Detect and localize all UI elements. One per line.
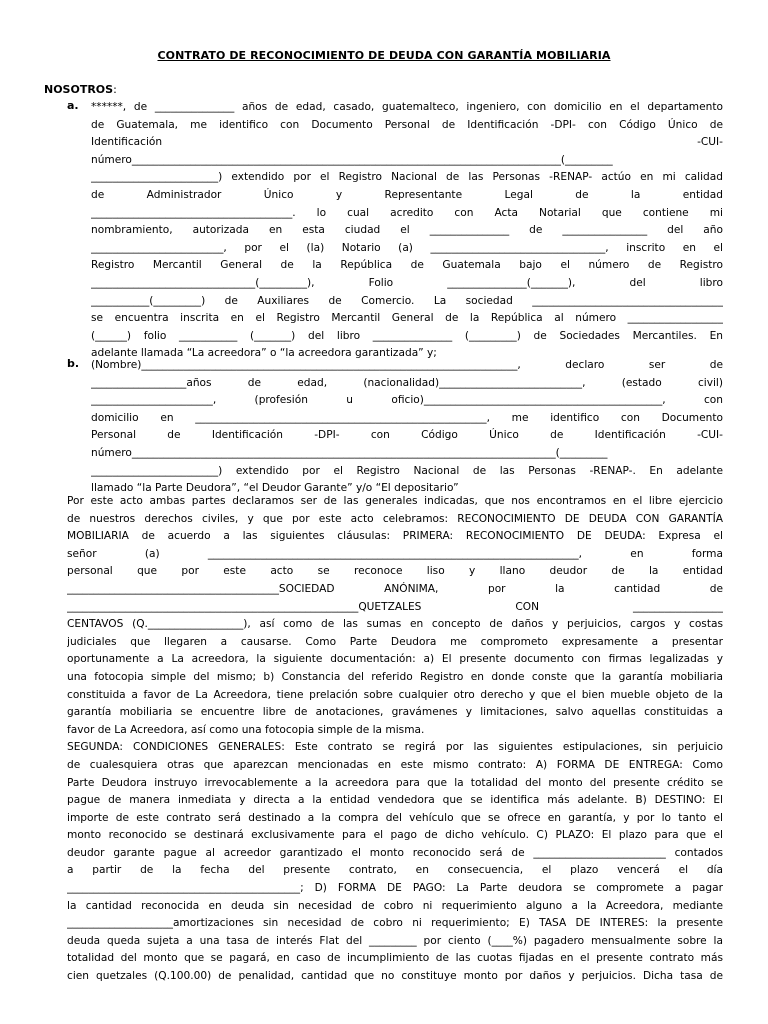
- item-b-label: b.: [67, 357, 80, 370]
- text-line: totalidad del monto que se pagará, en caso de incumplimiento de las cuotas fijadas en el presente contrato más: [67, 952, 723, 965]
- paragraph-a: [91, 99, 723, 363]
- text-line: Registro Mercantil General de la República de Guatemala bajo el número de Registro: [91, 259, 723, 272]
- text-line: señor (a) ______________________________________________________________________, en forma: [67, 547, 723, 560]
- text-line: importe de este contrato será destinado a la compra del vehículo que se ofrece en garantía, y por lo tanto el: [67, 811, 723, 824]
- text-line: ________________________) extendido por el Registro Nacional de las Personas -RENAP-. En adelante: [91, 464, 723, 477]
- text-line: número________________________________________________________________________________(_________: [91, 446, 608, 459]
- text-line: oportunamente a La acreedora, la siguiente documentación: a) El presente documento con firmas legalizadas y: [67, 653, 723, 666]
- text-line: a partir de la fecha del presente contrato, en consecuencia, el plazo vencerá el día: [67, 864, 723, 877]
- text-line: deuda queda sujeta a una tasa de interés Flat del _________ por ciento (____%) pagadero mensualmente sobre la: [67, 934, 723, 947]
- text-line: ________________________) extendido por el Registro Nacional de las Personas -RENAP- actúo en mi calidad: [91, 171, 723, 184]
- nosotros-label: NOSOTROS: [44, 83, 114, 96]
- contract-title: CONTRATO DE RECONOCIMIENTO DE DEUDA CON GARANTÍA MOBILIARIA: [157, 49, 611, 62]
- text-line: ________________________________________SOCIEDAD ANÓNIMA, por la cantidad de: [67, 582, 723, 595]
- text-line: ____________________amortizaciones sin necesidad de cobro ni requerimiento; E) TASA DE INTERES: la presente: [67, 917, 723, 930]
- text-line: _______________________________(_________), Folio _______________(_______), del libro: [91, 276, 723, 289]
- text-line: ____________________________________________; D) FORMA DE PAGO: La Parte deudora se compromete a pagar: [67, 882, 723, 895]
- text-line: Personal de Identificación -DPI- con Código Único de Identificación -CUI-: [91, 429, 723, 442]
- text-line: de nuestros derechos civiles, y que por este acto celebramos: RECONOCIMIENTO DE DEUDA CON GARANTÍA: [67, 512, 723, 525]
- text-line: CENTAVOS (Q.__________________), así como de las sumas en concepto de daños y perjuicios, cargos y costas: [67, 618, 723, 631]
- text-line: Parte Deudora instruyo irrevocablemente a la acreedora para que la totalidad del monto del presente crédito se: [67, 776, 723, 789]
- text-line: garantía mobiliaria se encuentre libre de anotaciones, gravámenes y limitaciones, salvo aquellas constituidas a: [67, 706, 723, 719]
- text-line: personal que por este acto se reconoce liso y llano deudor de la entidad: [67, 565, 723, 578]
- text-line: de Guatemala, me identifico con Documento Personal de Identificación -DPI- con Código Único de: [91, 118, 723, 131]
- contract-body: [67, 493, 723, 986]
- text-line: __________________años de edad, (nacionalidad)___________________________, (estado civil): [91, 376, 723, 389]
- paragraph-b: [91, 357, 723, 498]
- text-line: (______) folio ___________ (_______) del libro _______________ (_________) de Sociedades Mercantiles. En: [91, 329, 723, 342]
- text-line: de cualesquiera otras que aparezcan mencionadas en este mismo contrato: A) FORMA DE ENTREGA: Como: [67, 758, 723, 771]
- text-line: MOBILIARIA de acuerdo a las siguientes cláusulas: PRIMERA: RECONOCIMIENTO DE DEUDA: Expresa el: [67, 530, 723, 543]
- text-line: la cantidad reconocida en deuda sin necesidad de cobro ni requerimiento alguno a la Acreedora, mediante: [67, 899, 723, 912]
- text-line: una fotocopia simple del mismo; b) Constancia del referido Registro en donde conste que la garantía mobiliaria: [67, 670, 723, 683]
- text-line: _______________________________________________________QUETZALES CON _________________: [67, 600, 723, 613]
- text-line: (Nombre)_______________________________________________________________________, declaro ser de: [91, 359, 723, 371]
- text-line: ______________________________________. lo cual acredito con Acta Notarial que contiene mi: [91, 206, 723, 219]
- text-line: favor de La Acreedora, así como una fotocopia simple de la misma.: [67, 723, 425, 736]
- text-line: ******, de _______________ años de edad, casado, guatemalteco, ingeniero, con domicilio en el departamento: [91, 101, 723, 113]
- nosotros-colon: :: [113, 83, 117, 96]
- item-a-label: a.: [67, 99, 79, 112]
- text-line: pague de manera inmediata y directa a la entidad vendedora que se identifica más adelante. B) DESTINO: El: [67, 794, 723, 807]
- text-line: adelante llamada “La acreedora” o “la acreedora garantizada” y;: [91, 347, 437, 360]
- text-line: llamado “la Parte Deudora”, “el Deudor Garante” y/o “El depositario”: [91, 482, 459, 495]
- text-line: se encuentra inscrita en el Registro Mercantil General de la República al número __________________: [91, 312, 723, 325]
- text-line: Por este acto ambas partes declaramos ser de las generales indicadas, que nos encontramos en el libre ejercicio: [67, 495, 723, 507]
- text-line: Identificación -CUI-: [91, 136, 723, 149]
- text-line: nombramiento, autorizada en esta ciudad el _______________ de ________________ del año: [91, 224, 723, 237]
- text-line: ___________(_________) de Auxiliares de Comercio. La sociedad ____________________________________: [91, 294, 723, 307]
- text-line: cien quetzales (Q.100.00) de penalidad, cantidad que no constituye monto por daños y perjuicios. Dicha tasa de: [67, 970, 723, 983]
- text-line: _________________________, por el (la) Notario (a) _________________________________, inscrito en el: [91, 241, 723, 254]
- text-line: de Administrador Único y Representante Legal de la entidad: [91, 188, 723, 201]
- text-line: constituida a favor de La Acreedora, tiene prelación sobre cualquier otro derecho y que el bien mueble objeto de la: [67, 688, 723, 701]
- text-line: monto reconocido se destinará exclusivamente para el pago de dicho vehículo. C) PLAZO: El plazo para que el: [67, 829, 723, 842]
- text-line: SEGUNDA: CONDICIONES GENERALES: Este contrato se regirá por las siguientes estipulaciones, sin perjuicio: [67, 741, 723, 754]
- text-line: judiciales que llegaren a causarse. Como Parte Deudora me comprometo expresamente a presentar: [67, 635, 723, 648]
- text-line: domicilio en _______________________________________________________, me identifico con Documento: [91, 411, 723, 424]
- text-line: _______________________, (profesión u oficio)_____________________________________________, con: [91, 394, 723, 407]
- text-line: deudor garante pague al acreedor garantizado el monto reconocido será de _________________________ contados: [67, 846, 723, 859]
- text-line: número_________________________________________________________________________________(_________: [91, 153, 613, 166]
- nosotros-heading: [44, 83, 117, 96]
